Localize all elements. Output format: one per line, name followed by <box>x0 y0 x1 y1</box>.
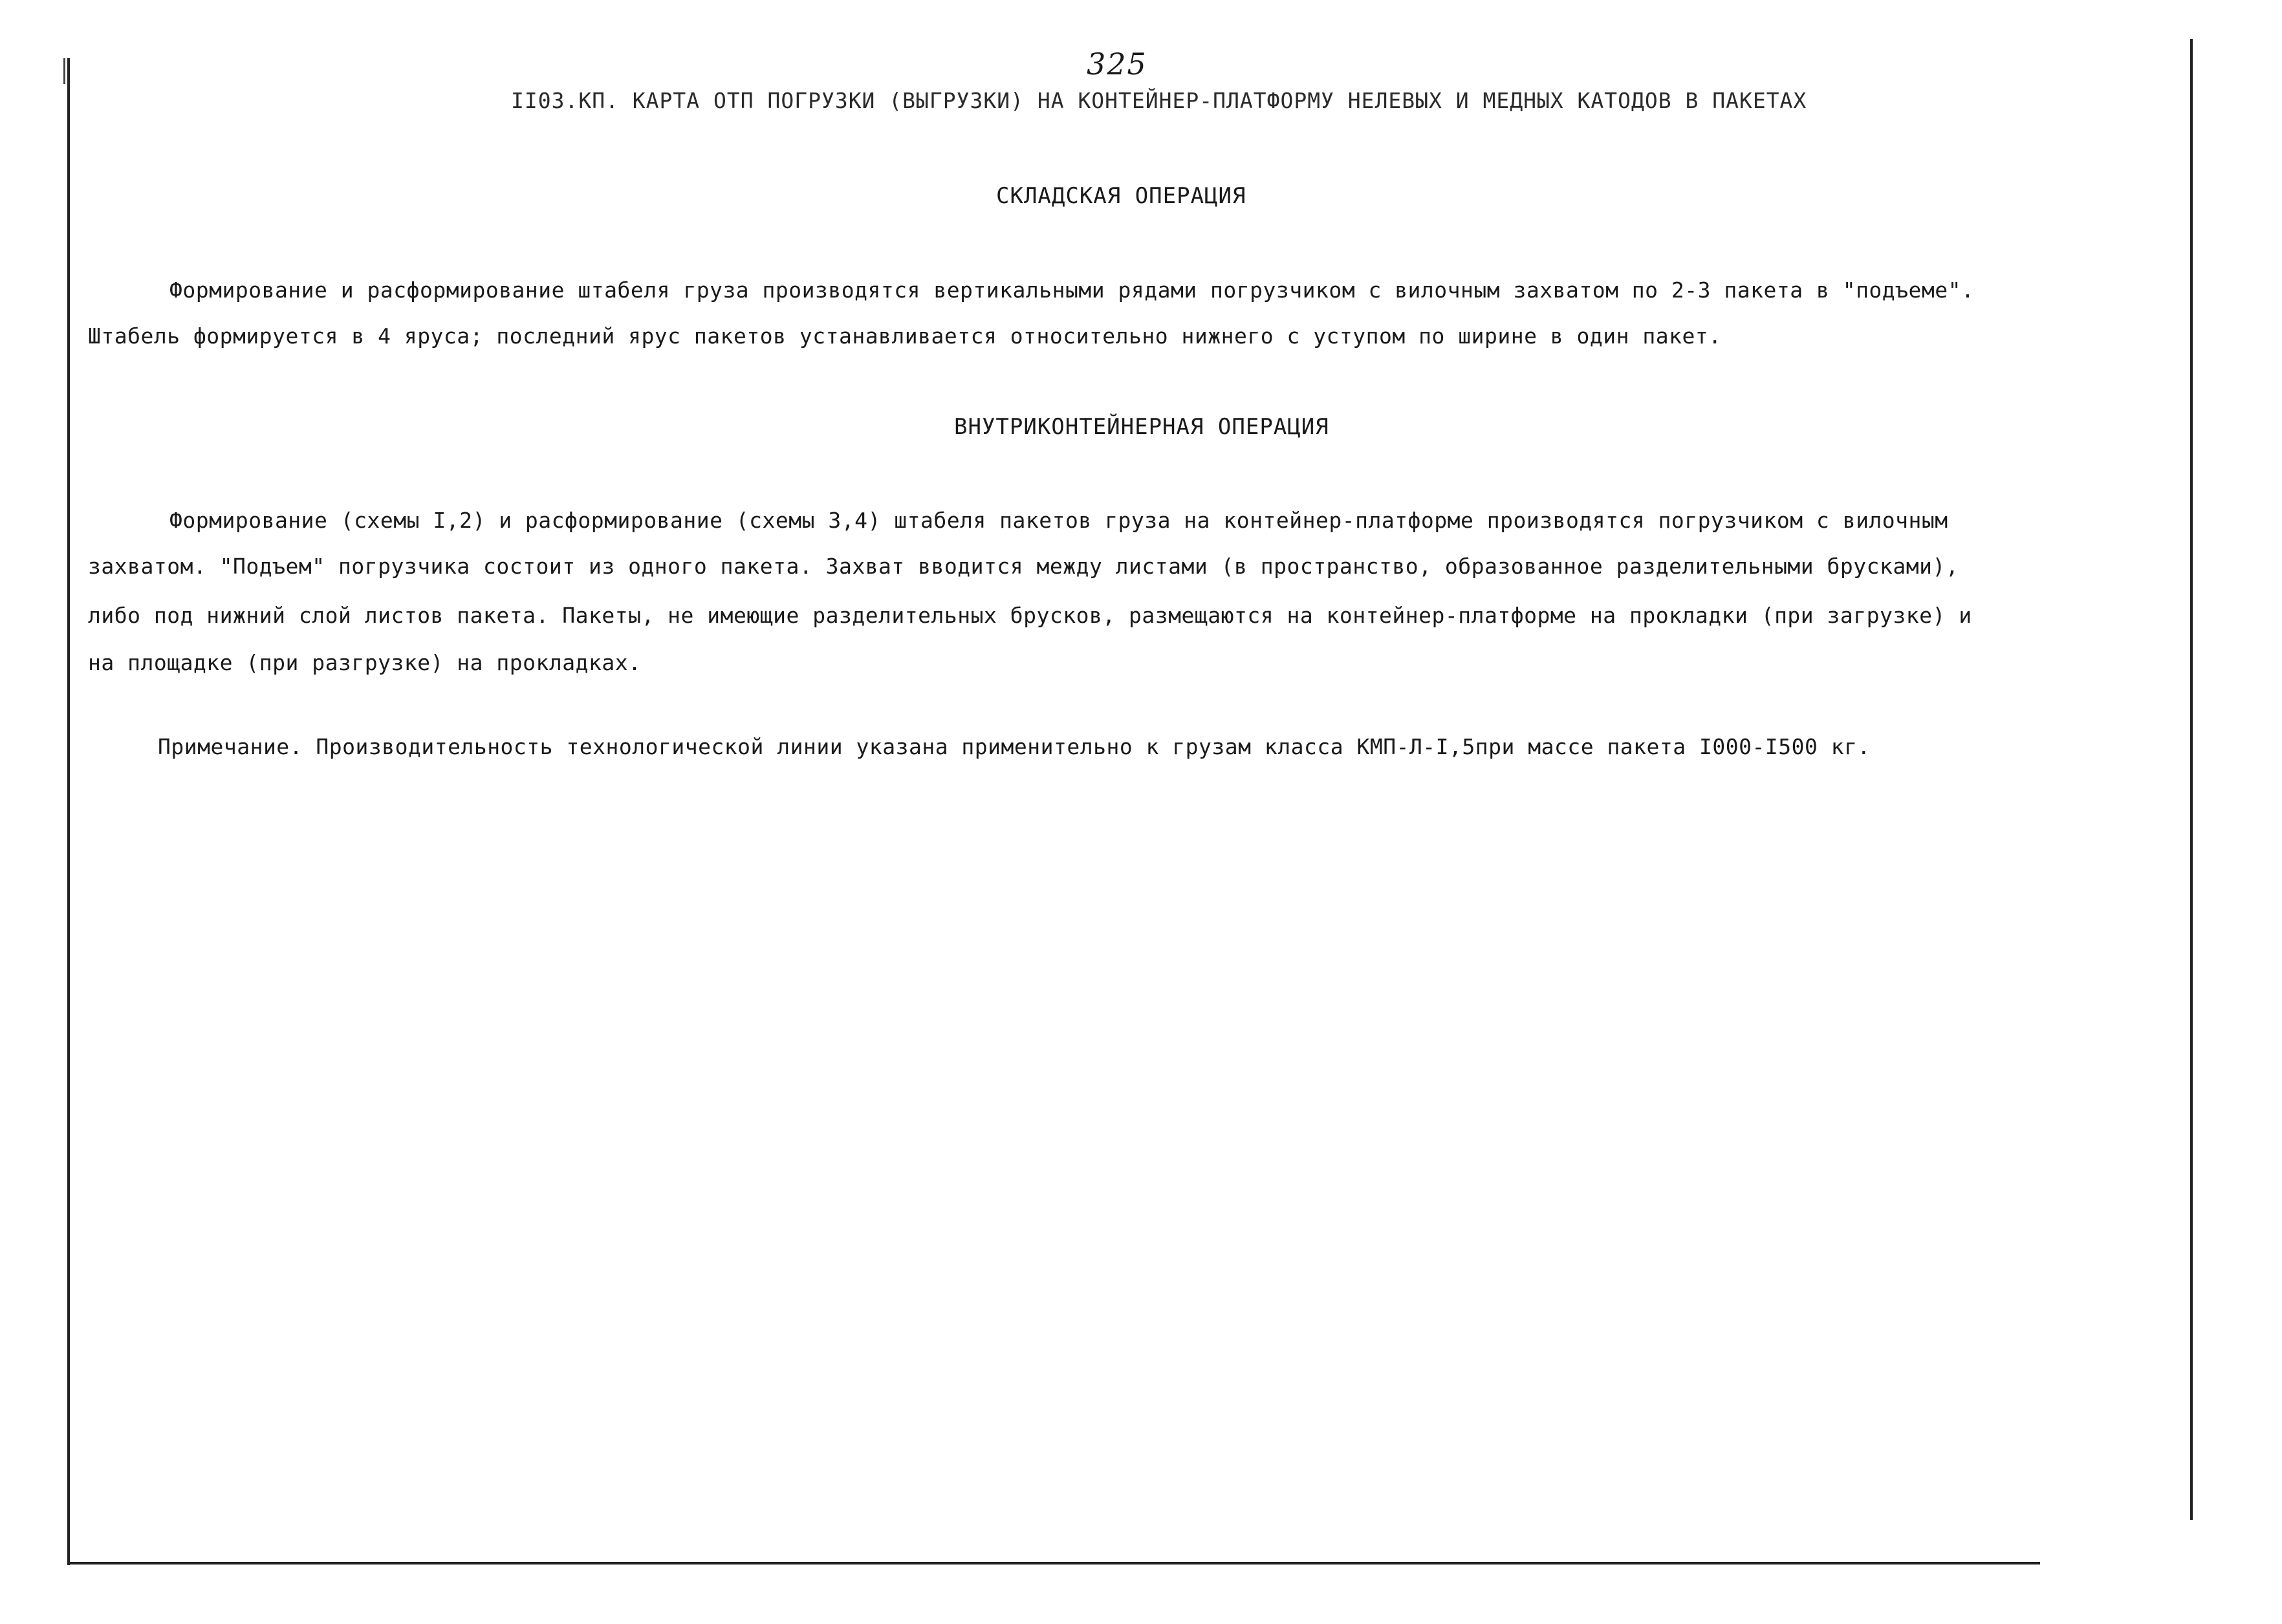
in-container-text-line-4: на площадке (при разгрузке) на прокладках. <box>88 650 642 675</box>
document-title: II03.КП. КАРТА ОТП ПОГРУЗКИ (ВЫГРУЗКИ) НА КОНТЕЙНЕР-ПЛАТФОРМУ НЕЛЕВЫХ И МЕДНЫХ КАТОДОВ В ПАКЕТАХ <box>511 88 1807 113</box>
left-margin-tick <box>63 58 65 84</box>
right-border-line <box>2190 39 2193 1520</box>
in-container-text-line-2: захватом. "Подъем" погрузчика состоит из одного пакета. Захват вводится между листами (в пространство, образованное разделительными брусками), <box>88 554 1959 579</box>
note-text: Примечание. Производительность технологической линии указана применительно к грузам класса КМП-Л-I,5при массе пакета I000-I500 кг. <box>158 734 1871 759</box>
left-border-line <box>67 58 70 1565</box>
section-heading-warehouse: СКЛАДСКАЯ ОПЕРАЦИЯ <box>996 183 1246 209</box>
in-container-text-line-1: Формирование (схемы I,2) и расформирование (схемы 3,4) штабеля пакетов груза на контейнер-платформе производятся погрузчиком с вилочным <box>169 508 1948 533</box>
bottom-border-line <box>67 1562 2040 1564</box>
page-number: 325 <box>1087 47 1147 81</box>
in-container-text-line-3: либо под нижний слой листов пакета. Пакеты, не имеющие разделительных брусков, размещаются на контейнер-платформе на прокладки (при загрузке) и <box>88 603 1972 628</box>
section-heading-in-container: ВНУТРИКОНТЕЙНЕРНАЯ ОПЕРАЦИЯ <box>954 414 1329 440</box>
warehouse-text-line-2: Штабель формируется в 4 яруса; последний ярус пакетов устанавливается относительно нижнего с уступом по ширине в один пакет. <box>88 323 1722 349</box>
warehouse-text-line-1: Формирование и расформирование штабеля груза производятся вертикальными рядами погрузчиком с вилочным захватом по 2-3 пакета в "подъеме". <box>169 277 1975 303</box>
